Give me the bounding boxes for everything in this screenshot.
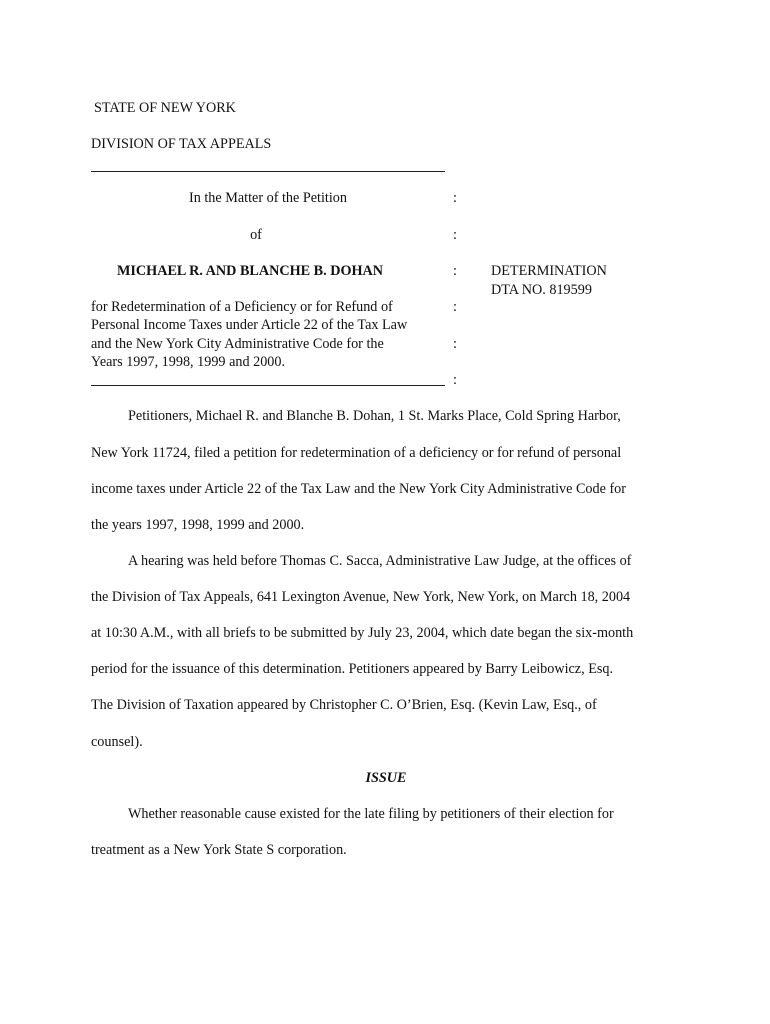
body-line: at 10:30 A.M., with all briefs to be submitted by July 23, 2004, which date began the six-month: [91, 625, 634, 641]
purpose-line: Years 1997, 1998, 1999 and 2000.: [91, 354, 286, 370]
dta-number: DTA NO. 819599: [491, 282, 592, 298]
body-line: Whether reasonable cause existed for the late filing by petitioners of their election for: [128, 806, 614, 822]
body-line: New York 11724, filed a petition for redetermination of a deficiency or for refund of personal: [91, 445, 622, 461]
division-heading: DIVISION OF TAX APPEALS: [91, 136, 272, 152]
body-line: the years 1997, 1998, 1999 and 2000.: [91, 517, 305, 533]
of-line: of: [250, 227, 262, 243]
matter-line: In the Matter of the Petition: [189, 190, 347, 206]
caption-colon: :: [453, 299, 457, 315]
caption-colon: :: [453, 372, 457, 388]
purpose-line: for Redetermination of a Deficiency or for Refund of: [91, 299, 393, 315]
petitioners-name: MICHAEL R. AND BLANCHE B. DOHAN: [117, 263, 384, 279]
caption-colon: :: [453, 190, 457, 206]
body-line: A hearing was held before Thomas C. Sacca, Administrative Law Judge, at the offices of: [128, 553, 632, 569]
caption-colon: :: [453, 227, 457, 243]
body-line: the Division of Tax Appeals, 641 Lexington Avenue, New York, New York, on March 18, 2004: [91, 589, 631, 605]
body-line: period for the issuance of this determination. Petitioners appeared by Barry Leibowicz, Esq.: [91, 661, 614, 677]
issue-heading: ISSUE: [365, 770, 407, 786]
caption-top-rule: [91, 171, 445, 172]
caption-colon: :: [453, 263, 457, 279]
body-line: income taxes under Article 22 of the Tax Law and the New York City Administrative Code for: [91, 481, 626, 497]
caption-bottom-rule: [91, 385, 445, 386]
body-line: counsel).: [91, 734, 143, 750]
determination-label: DETERMINATION: [491, 263, 607, 279]
purpose-line: and the New York City Administrative Code for the: [91, 336, 384, 352]
body-line: treatment as a New York State S corporation.: [91, 842, 347, 858]
body-line: The Division of Taxation appeared by Christopher C. O’Brien, Esq. (Kevin Law, Esq., of: [91, 697, 597, 713]
caption-colon: :: [453, 336, 457, 352]
body-line: Petitioners, Michael R. and Blanche B. Dohan, 1 St. Marks Place, Cold Spring Harbor,: [128, 408, 621, 424]
purpose-line: Personal Income Taxes under Article 22 of the Tax Law: [91, 317, 408, 333]
state-heading: STATE OF NEW YORK: [94, 100, 236, 116]
